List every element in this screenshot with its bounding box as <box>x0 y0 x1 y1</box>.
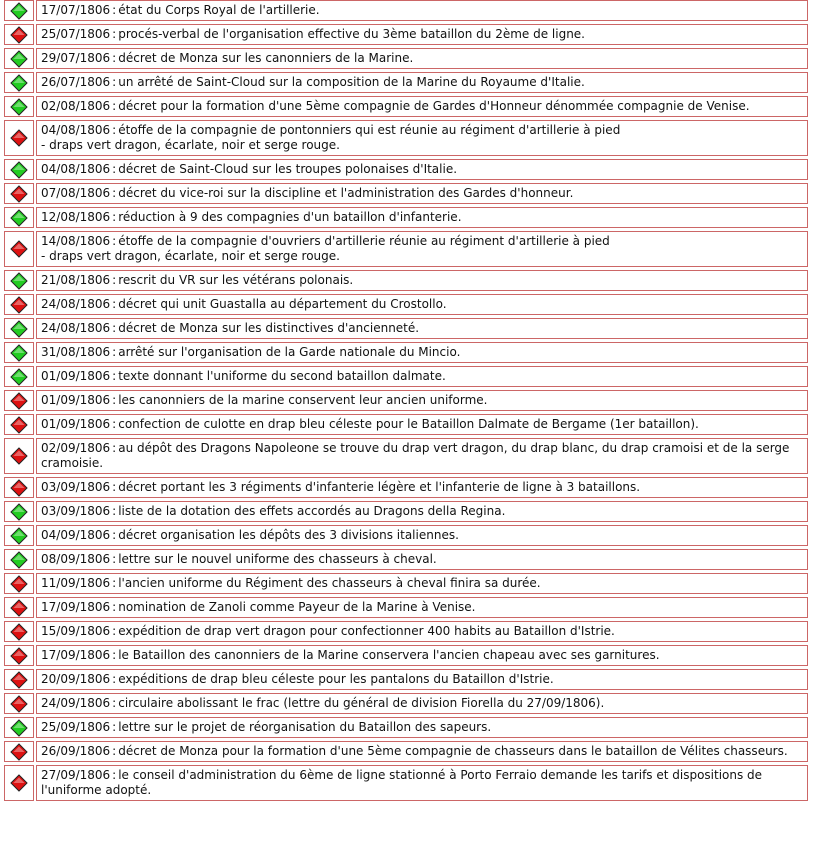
date-separator: : <box>112 576 117 590</box>
entry-date: 29/07/1806 <box>41 51 111 65</box>
green-diamond-icon[interactable] <box>10 719 28 737</box>
status-cell <box>4 48 34 69</box>
log-row <box>4 231 808 267</box>
entry-description: confection de culotte en drap bleu céleste pour le Bataillon Dalmate de Bergame (1er bataillon). <box>118 417 699 431</box>
entry-description: circulaire abolissant le frac (lettre du général de division Fiorella du 27/09/1806). <box>118 696 605 710</box>
date-separator: : <box>112 210 117 224</box>
date-separator: : <box>112 186 117 200</box>
entry-text-cell <box>36 24 808 45</box>
status-cell <box>4 501 34 522</box>
log-row <box>4 501 808 522</box>
entry-text-cell <box>36 0 808 21</box>
entry-description: rescrit du VR sur les vétérans polonais. <box>118 273 354 287</box>
red-diamond-icon[interactable] <box>10 647 28 665</box>
entry-description: décret qui unit Guastalla au département du Crostollo. <box>118 297 447 311</box>
entry-description: le Bataillon des canonniers de la Marine conservera l'ancien chapeau avec ses garnitures. <box>118 648 660 662</box>
entry-description: décret de Monza sur les distinctives d'ancienneté. <box>118 321 420 335</box>
entry-description: expédition de drap vert dragon pour confectionner 400 habits au Bataillon d'Istrie. <box>118 624 615 638</box>
log-row <box>4 366 808 387</box>
entry-date: 24/08/1806 <box>41 321 111 335</box>
date-separator: : <box>112 369 117 383</box>
entry-text-cell <box>36 342 808 363</box>
entry-date: 04/08/1806 <box>41 162 111 176</box>
entry-date: 07/08/1806 <box>41 186 111 200</box>
entry-date: 24/08/1806 <box>41 297 111 311</box>
entry-description: expéditions de drap bleu céleste pour les pantalons du Bataillon d'Istrie. <box>118 672 554 686</box>
entry-description: un arrêté de Saint-Cloud sur la composition de la Marine du Royaume d'Italie. <box>118 75 585 89</box>
date-separator: : <box>112 234 117 248</box>
status-cell <box>4 765 34 801</box>
entry-date: 04/09/1806 <box>41 528 111 542</box>
entry-text-cell <box>36 366 808 387</box>
status-cell <box>4 294 34 315</box>
entry-date: 11/09/1806 <box>41 576 111 590</box>
entry-date: 03/09/1806 <box>41 504 111 518</box>
date-separator: : <box>112 51 117 65</box>
log-row <box>4 342 808 363</box>
red-diamond-icon[interactable] <box>10 575 28 593</box>
entry-text-cell <box>36 501 808 522</box>
log-row <box>4 96 808 117</box>
entry-text-cell <box>36 294 808 315</box>
entry-text-cell <box>36 573 808 594</box>
status-cell <box>4 438 34 474</box>
entry-date: 01/09/1806 <box>41 369 111 383</box>
entry-text-cell <box>36 96 808 117</box>
entry-description: l'ancien uniforme du Régiment des chasseurs à cheval finira sa durée. <box>118 576 541 590</box>
date-separator: : <box>112 123 117 137</box>
date-separator: : <box>112 744 117 758</box>
entry-description: décret portant les 3 régiments d'infanterie légère et l'infanterie de ligne à 3 bataillons. <box>118 480 641 494</box>
entry-date: 17/09/1806 <box>41 648 111 662</box>
date-separator: : <box>112 600 117 614</box>
green-diamond-icon[interactable] <box>10 209 28 227</box>
status-cell <box>4 525 34 546</box>
entry-date: 04/08/1806 <box>41 123 111 137</box>
green-diamond-icon[interactable] <box>10 320 28 338</box>
entry-description: décret pour la formation d'une 5ème compagnie de Gardes d'Honneur dénommée compagnie de Venise. <box>118 99 750 113</box>
date-separator: : <box>112 552 117 566</box>
status-cell <box>4 741 34 762</box>
log-row <box>4 24 808 45</box>
red-diamond-icon[interactable] <box>10 447 28 465</box>
log-row <box>4 438 808 474</box>
entry-date: 02/09/1806 <box>41 441 111 455</box>
log-row <box>4 207 808 228</box>
entry-text-cell <box>36 717 808 738</box>
date-separator: : <box>112 768 117 782</box>
log-row <box>4 294 808 315</box>
status-cell <box>4 72 34 93</box>
entry-text-cell <box>36 183 808 204</box>
status-cell <box>4 120 34 156</box>
entry-date: 20/09/1806 <box>41 672 111 686</box>
date-separator: : <box>112 672 117 686</box>
entry-description: décret organisation les dépôts des 3 divisions italiennes. <box>118 528 459 542</box>
log-row <box>4 0 808 21</box>
entry-text-cell <box>36 621 808 642</box>
status-cell <box>4 645 34 666</box>
entry-description: lettre sur le projet de réorganisation du Bataillon des sapeurs. <box>118 720 492 734</box>
entry-date: 14/08/1806 <box>41 234 111 248</box>
red-diamond-icon[interactable] <box>10 599 28 617</box>
date-separator: : <box>112 648 117 662</box>
status-cell <box>4 183 34 204</box>
status-cell <box>4 366 34 387</box>
entry-text-cell <box>36 231 808 267</box>
status-cell <box>4 477 34 498</box>
date-separator: : <box>112 273 117 287</box>
log-row <box>4 270 808 291</box>
status-cell <box>4 270 34 291</box>
entry-description: arrêté sur l'organisation de la Garde nationale du Mincio. <box>118 345 461 359</box>
entry-date: 03/09/1806 <box>41 480 111 494</box>
log-row <box>4 765 808 801</box>
entry-description: décret de Monza sur les canonniers de la Marine. <box>118 51 414 65</box>
date-separator: : <box>112 417 117 431</box>
status-cell <box>4 207 34 228</box>
date-separator: : <box>112 99 117 113</box>
status-cell <box>4 717 34 738</box>
green-diamond-icon[interactable] <box>10 527 28 545</box>
status-cell <box>4 414 34 435</box>
log-row <box>4 390 808 411</box>
status-cell <box>4 573 34 594</box>
entry-text-cell <box>36 72 808 93</box>
log-row <box>4 597 808 618</box>
entry-date: 01/09/1806 <box>41 417 111 431</box>
entry-text-cell <box>36 549 808 570</box>
green-diamond-icon[interactable] <box>10 50 28 68</box>
log-row <box>4 669 808 690</box>
entry-description: réduction à 9 des compagnies d'un bataillon d'infanterie. <box>118 210 462 224</box>
log-row <box>4 741 808 762</box>
red-diamond-icon[interactable] <box>10 479 28 497</box>
entry-description: le conseil d'administration du 6ème de ligne stationné à Porto Ferraio demande les tarifs et dispositions de l'uniforme adopté. <box>41 768 763 797</box>
date-separator: : <box>112 162 117 176</box>
date-separator: : <box>112 441 117 455</box>
red-diamond-icon[interactable] <box>10 129 28 147</box>
date-separator: : <box>112 720 117 734</box>
entry-description: étoffe de la compagnie d'ouvriers d'artillerie réunie au régiment d'artillerie à pied - draps vert dragon, écarlate, noir et serge rouge. <box>41 234 610 263</box>
entry-description: décret du vice-roi sur la discipline et l'administration des Gardes d'honneur. <box>118 186 574 200</box>
red-diamond-icon[interactable] <box>10 240 28 258</box>
log-row <box>4 645 808 666</box>
red-diamond-icon[interactable] <box>10 392 28 410</box>
date-separator: : <box>112 3 117 17</box>
log-row <box>4 525 808 546</box>
date-separator: : <box>112 393 117 407</box>
green-diamond-icon[interactable] <box>10 368 28 386</box>
status-cell <box>4 342 34 363</box>
status-cell <box>4 549 34 570</box>
log-row <box>4 120 808 156</box>
date-separator: : <box>112 504 117 518</box>
entry-description: procés-verbal de l'organisation effective du 3ème bataillon du 2ème de ligne. <box>118 27 585 41</box>
entry-text-cell <box>36 120 808 156</box>
entry-date: 02/08/1806 <box>41 99 111 113</box>
entry-date: 01/09/1806 <box>41 393 111 407</box>
green-diamond-icon[interactable] <box>10 98 28 116</box>
log-row <box>4 183 808 204</box>
green-diamond-icon[interactable] <box>10 2 28 20</box>
green-diamond-icon[interactable] <box>10 161 28 179</box>
entry-text-cell <box>36 48 808 69</box>
entry-date: 17/07/1806 <box>41 3 111 17</box>
entry-date: 31/08/1806 <box>41 345 111 359</box>
date-separator: : <box>112 696 117 710</box>
red-diamond-icon[interactable] <box>10 743 28 761</box>
entry-text-cell <box>36 693 808 714</box>
entry-description: décret de Saint-Cloud sur les troupes polonaises d'Italie. <box>118 162 458 176</box>
entry-description: texte donnant l'uniforme du second bataillon dalmate. <box>118 369 446 383</box>
red-diamond-icon[interactable] <box>10 695 28 713</box>
entry-description: décret de Monza pour la formation d'une 5ème compagnie de chasseurs dans le bataillon de Vélites chasseurs. <box>118 744 788 758</box>
log-row <box>4 48 808 69</box>
green-diamond-icon[interactable] <box>10 272 28 290</box>
entry-date: 24/09/1806 <box>41 696 111 710</box>
status-cell <box>4 318 34 339</box>
log-row <box>4 693 808 714</box>
red-diamond-icon[interactable] <box>10 26 28 44</box>
entry-description: les canonniers de la marine conservent leur ancien uniforme. <box>118 393 488 407</box>
entry-date: 15/09/1806 <box>41 624 111 638</box>
entry-date: 17/09/1806 <box>41 600 111 614</box>
red-diamond-icon[interactable] <box>10 296 28 314</box>
entry-description: nomination de Zanoli comme Payeur de la Marine à Venise. <box>118 600 476 614</box>
green-diamond-icon[interactable] <box>10 344 28 362</box>
entry-text-cell <box>36 390 808 411</box>
entry-text-cell <box>36 669 808 690</box>
entry-description: étoffe de la compagnie de pontonniers qui est réunie au régiment d'artillerie à pied - draps vert dragon, écarlate, noir et serge rouge. <box>41 123 621 152</box>
entry-text-cell <box>36 318 808 339</box>
status-cell <box>4 621 34 642</box>
date-separator: : <box>112 297 117 311</box>
log-row <box>4 477 808 498</box>
red-diamond-icon[interactable] <box>10 623 28 641</box>
red-diamond-icon[interactable] <box>10 185 28 203</box>
log-row <box>4 318 808 339</box>
entry-date: 25/07/1806 <box>41 27 111 41</box>
entry-description: au dépôt des Dragons Napoleone se trouve du drap vert dragon, du drap blanc, du drap cramoisi et de la serge cramoisie. <box>41 441 790 470</box>
log-row <box>4 159 808 180</box>
entry-text-cell <box>36 438 808 474</box>
status-cell <box>4 0 34 21</box>
status-cell <box>4 693 34 714</box>
entry-text-cell <box>36 207 808 228</box>
entry-date: 08/09/1806 <box>41 552 111 566</box>
entry-date: 26/09/1806 <box>41 744 111 758</box>
entry-description: lettre sur le nouvel uniforme des chasseurs à cheval. <box>118 552 437 566</box>
entry-text-cell <box>36 159 808 180</box>
entry-description: état du Corps Royal de l'artillerie. <box>118 3 320 17</box>
status-cell <box>4 96 34 117</box>
entry-description: liste de la dotation des effets accordés au Dragons della Regina. <box>118 504 506 518</box>
date-separator: : <box>112 480 117 494</box>
status-cell <box>4 669 34 690</box>
entry-date: 26/07/1806 <box>41 75 111 89</box>
status-cell <box>4 390 34 411</box>
red-diamond-icon[interactable] <box>10 416 28 434</box>
green-diamond-icon[interactable] <box>10 74 28 92</box>
date-separator: : <box>112 321 117 335</box>
entry-text-cell <box>36 525 808 546</box>
status-cell <box>4 231 34 267</box>
log-row <box>4 414 808 435</box>
log-row <box>4 621 808 642</box>
log-row <box>4 573 808 594</box>
status-cell <box>4 159 34 180</box>
date-separator: : <box>112 27 117 41</box>
log-row <box>4 549 808 570</box>
status-cell <box>4 24 34 45</box>
log-row <box>4 717 808 738</box>
entry-date: 12/08/1806 <box>41 210 111 224</box>
entry-text-cell <box>36 270 808 291</box>
red-diamond-icon[interactable] <box>10 671 28 689</box>
entry-text-cell <box>36 741 808 762</box>
entry-text-cell <box>36 597 808 618</box>
document-log-table <box>4 0 808 804</box>
entry-date: 21/08/1806 <box>41 273 111 287</box>
red-diamond-icon[interactable] <box>10 774 28 792</box>
entry-text-cell <box>36 414 808 435</box>
entry-date: 27/09/1806 <box>41 768 111 782</box>
status-cell <box>4 597 34 618</box>
entry-text-cell <box>36 645 808 666</box>
date-separator: : <box>112 528 117 542</box>
entry-date: 25/09/1806 <box>41 720 111 734</box>
date-separator: : <box>112 345 117 359</box>
green-diamond-icon[interactable] <box>10 551 28 569</box>
date-separator: : <box>112 75 117 89</box>
entry-text-cell <box>36 765 808 801</box>
green-diamond-icon[interactable] <box>10 503 28 521</box>
log-row <box>4 72 808 93</box>
date-separator: : <box>112 624 117 638</box>
entry-text-cell <box>36 477 808 498</box>
